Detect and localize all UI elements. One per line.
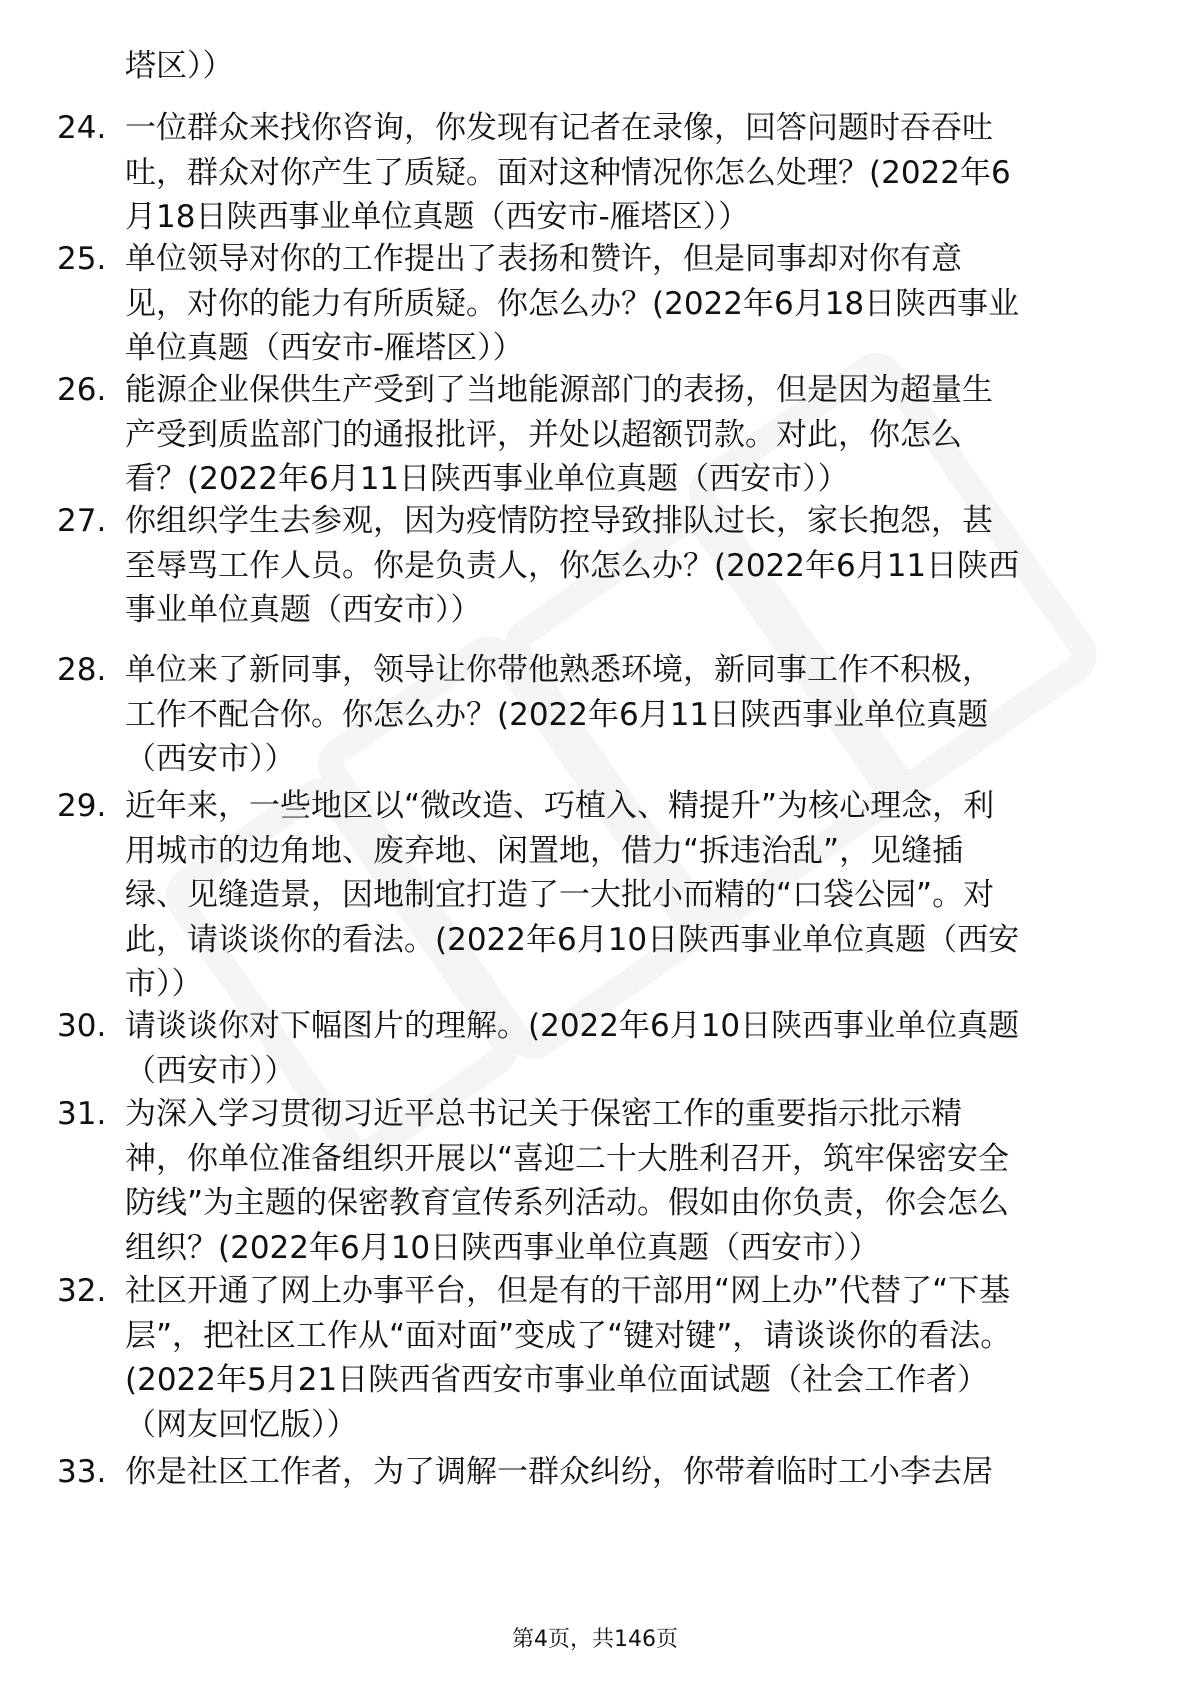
question-text-line: 组织？(2022年6月10日陕西事业单位真题（西安市）） [125, 1229, 880, 1266]
question-text-line: 你是社区工作者，为了调解一群众纠纷，你带着临时工小李去居 [125, 1454, 993, 1490]
question-number: 26. [57, 372, 107, 408]
question-text-line: 用城市的边角地、废弃地、闲置地，借力“拆违治乱”，见缝插 [125, 832, 964, 869]
question-text-line: 工作不配合你。你怎么办？(2022年6月11日陕西事业单位真题 [125, 696, 989, 733]
question-text-line: 社区开通了网上办事平台，但是有的干部用“网上办”代替了“下基 [125, 1273, 1011, 1309]
question-text-line: 能源企业保供生产受到了当地能源部门的表扬，但是因为超量生 [125, 372, 993, 408]
question-text-line: 近年来，一些地区以“微改造、巧植入、精提升”为核心理念，利 [125, 788, 995, 824]
question-text-line: 吐，群众对你产生了质疑。面对这种情况你怎么处理？(2022年6 [125, 154, 1011, 191]
question-number: 32. [57, 1273, 107, 1309]
question-number: 28. [57, 652, 107, 688]
question-text-line: 请谈谈你对下幅图片的理解。(2022年6月10日陕西事业单位真题 [125, 1008, 1020, 1044]
question-number: 27. [57, 503, 107, 539]
question-text-line: 月18日陕西事业单位真题（西安市-雁塔区）） [125, 199, 750, 235]
question-text-line: （西安市）） [125, 741, 296, 777]
question-text-line: 神，你单位准备组织开展以“喜迎二十大胜利召开，筑牢保密安全 [125, 1140, 1010, 1177]
question-text-line: 单位真题（西安市-雁塔区）） [125, 330, 524, 366]
question-text-line: 单位领导对你的工作提出了表扬和赞许，但是同事却对你有意 [125, 241, 962, 277]
question-text-line: 你组织学生去参观，因为疫情防控导致排队过长，家长抱怨，甚 [125, 503, 993, 539]
question-text-line: 看？(2022年6月11日陕西事业单位真题（西安市）） [125, 461, 849, 497]
question-text-line: 至辱骂工作人员。你是负责人，你怎么办？(2022年6月11日陕西 [125, 547, 1020, 584]
question-text-line: （西安市）） [125, 1052, 296, 1089]
question-number: 30. [57, 1008, 107, 1044]
question-number: 24. [57, 110, 107, 146]
question-text-line: 防线”为主题的保密教育宣传系列活动。假如由你负责，你会怎么 [125, 1185, 1010, 1221]
question-text-line: 塔区）） [125, 48, 234, 84]
question-text-line: 绿、见缝造景，因地制宜打造了一大批小而精的“口袋公园”。对 [125, 877, 995, 913]
question-number: 31. [57, 1096, 107, 1132]
question-text-line: 一位群众来找你咨询，你发现有记者在录像，回答问题时吞吞吐 [125, 110, 993, 146]
question-number: 25. [57, 241, 107, 277]
question-text-line: 产受到质监部门的通报批评，并处以超额罚款。对此，你怎么 [125, 416, 962, 453]
question-text-line: 为深入学习贯彻习近平总书记关于保密工作的重要指示批示精 [125, 1096, 962, 1132]
question-text-line: 市）） [125, 966, 203, 1002]
question-text-line: （网友回忆版）） [125, 1406, 358, 1443]
question-text-line: 此，请谈谈你的看法。(2022年6月10日陕西事业单位真题（西安 [125, 921, 1020, 958]
question-number: 33. [57, 1454, 107, 1490]
question-text-line: 事业单位真题（西安市）） [125, 592, 482, 628]
question-number: 29. [57, 788, 107, 824]
page-footer: 第4页，共146页 [512, 1627, 678, 1652]
question-text-line: 层”，把社区工作从“面对面”变成了“键对键”，请谈谈你的看法。 [125, 1317, 1012, 1354]
question-text-line: 见，对你的能力有所质疑。你怎么办？(2022年6月18日陕西事业 [125, 285, 1020, 322]
question-text-line: (2022年5月21日陕西省西安市事业单位面试题（社会工作者） [125, 1362, 989, 1398]
question-text-line: 单位来了新同事，领导让你带他熟悉环境，新同事工作不积极， [125, 652, 993, 688]
